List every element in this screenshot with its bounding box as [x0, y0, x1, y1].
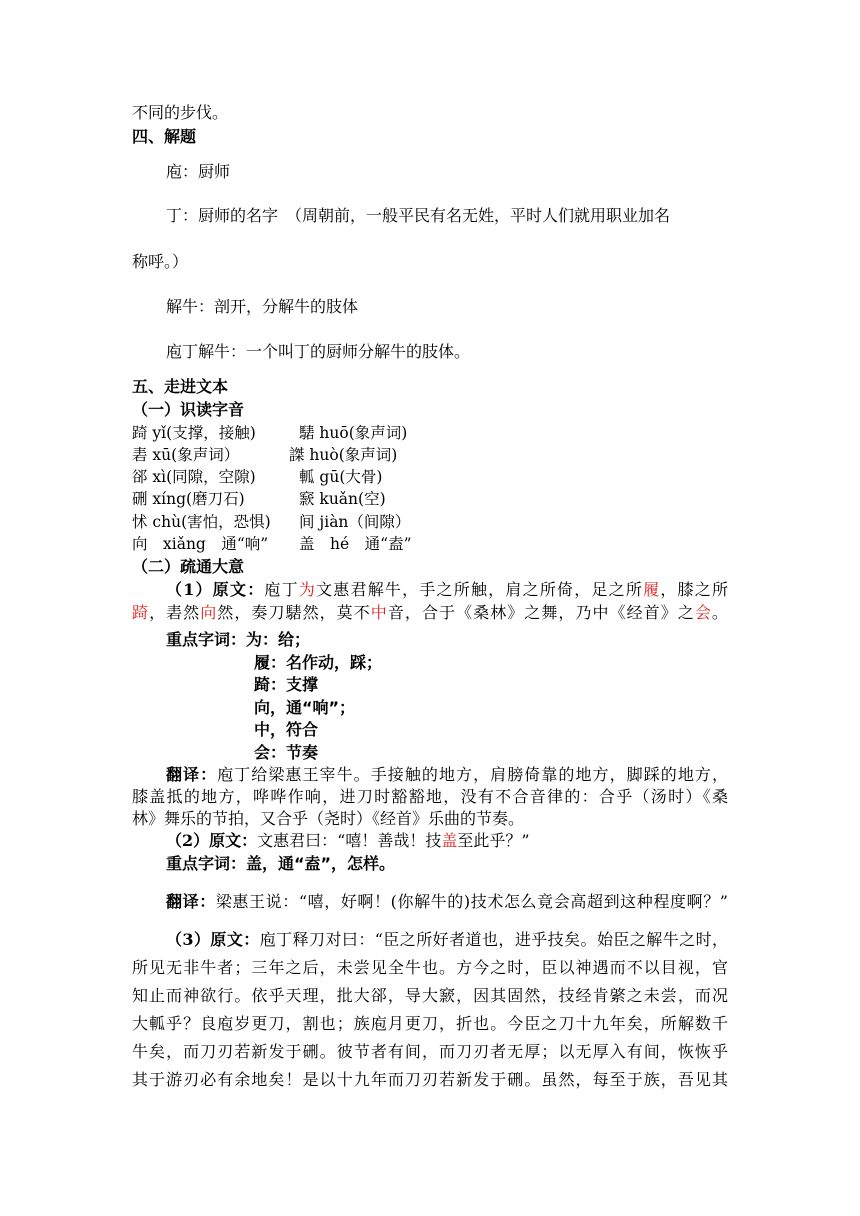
section5-heading: 五、走进文本: [132, 377, 229, 396]
p1-text: 音，合于《桑林》之舞，乃中《经首》之: [387, 603, 695, 622]
p1-text: ，膝之所: [660, 580, 728, 599]
pron-left-3: 硎 xíng(磨刀石): [132, 490, 245, 508]
p3-line3: [132, 985, 728, 1007]
subheading-meaning: （二）疏通大意: [132, 557, 245, 576]
p1-highlight-xiang: 向: [200, 603, 218, 622]
pron-right-0: 騞 huō(象声词): [299, 424, 408, 442]
trans1-line1: [166, 764, 728, 786]
p3-line1: [166, 929, 728, 951]
pron-right-2: 軱 gū(大骨): [299, 468, 383, 486]
p1-highlight-yi: 踦: [132, 603, 150, 622]
def-pao: 庖：厨师: [166, 162, 231, 181]
def-jieniu: 解牛：剖开，分解牛的肢体: [166, 297, 359, 316]
p1-text: 庖丁: [264, 580, 299, 599]
trans1-line2: [132, 786, 728, 808]
p2-text: 文惠君曰：“嘻！善哉！技: [257, 831, 442, 850]
def-ding-line2: 称呼。）: [132, 252, 189, 271]
trans2-line: [166, 891, 728, 913]
pron-right-4: 间 jiàn（间隙）: [299, 513, 411, 531]
keywords1-item-0: 为：给；: [246, 630, 311, 649]
def-paodingjieniu: 庖丁解牛：一个叫丁的厨师分解牛的肢体。: [166, 342, 471, 361]
keywords1-label: 重点字词：: [166, 630, 247, 649]
section4-heading: 四、解题: [132, 127, 197, 146]
keywords1-item-5: 会：节奏: [254, 743, 319, 762]
p3-text: 其于游刃必有余地矣！是以十九年而刀刃若新发于硎。虽然，每至于族，吾见其: [132, 1070, 728, 1089]
p3-label: （3）原文：: [166, 930, 260, 949]
keywords2: 重点字词：盖，通“盍”，怎样。: [166, 854, 396, 873]
p1-highlight-zhong: 中: [370, 603, 388, 622]
p1-line1: [166, 579, 728, 601]
p1-label: （1）原文：: [166, 580, 265, 599]
pron-right-1: 謋 huò(象声词): [289, 446, 398, 464]
p1-highlight-lv: 履: [643, 580, 661, 599]
p3-text: 所见无非牛者；三年之后，未尝见全牛也。方今之时，臣以神遇而不以目视，官: [132, 958, 728, 977]
p3-text: 知止而神欲行。依乎天理，批大郤，导大窾，因其固然，技经肯綮之未尝，而况: [132, 986, 728, 1005]
p2-highlight-gai: 盖: [441, 831, 458, 850]
keywords1-item-3: 向，通“响”；: [254, 698, 356, 717]
pron-left-5: 向 xiǎng 通“响”: [132, 535, 269, 553]
p1-highlight-hui: 会: [694, 603, 712, 622]
p1-text: 。: [711, 603, 728, 622]
trans1-line3: 林》舞乐的节拍，又合乎（尧时）《经首》乐曲的节奏。: [132, 809, 525, 828]
p3-text: 大軱乎？良庖岁更刀，割也；族庖月更刀，折也。今臣之刀十九年矣，所解数千: [132, 1014, 728, 1033]
p3-line4: [132, 1013, 728, 1035]
pron-left-2: 郤 xì(同隙，空隙): [132, 468, 256, 486]
p1-highlight-wei: 为: [298, 580, 317, 599]
pron-right-5: 盖 hé 通“盍”: [299, 535, 412, 553]
keywords1-item-2: 踦：支撑: [254, 675, 319, 694]
trans1-text: 膝盖抵的地方，哗哗作响，进刀时豁豁地，没有不合音律的：合乎（汤时）《桑: [132, 787, 728, 806]
trans1-text: 庖丁给梁惠王宰牛。手接触的地方，肩膀倚靠的地方，脚踩的地方，: [217, 765, 728, 784]
p3-text: 牛矣，而刀刃若新发于硎。彼节者有间，而刀刃者无厚；以无厚入有间，恢恢乎: [132, 1042, 728, 1061]
pron-left-1: 砉 xū(象声词）: [132, 446, 240, 464]
pron-right-3: 窾 kuǎn(空): [299, 490, 386, 508]
keywords1-item-1: 履：名作动，踩；: [254, 653, 383, 672]
p1-text: 然，奏刀騞然，莫不: [217, 603, 371, 622]
p2-line: [166, 830, 530, 852]
p3-line2: [132, 957, 728, 979]
p1-text: 文惠君解牛，手之所触，肩之所倚，足之所: [316, 580, 644, 599]
p3-text: 庖丁释刀对曰：“臣之所好者道也，进乎技矣。始臣之解牛之时，: [259, 930, 728, 949]
p3-line6: [132, 1069, 728, 1091]
def-ding-line1: 丁：厨师的名字 （周朝前，一般平民有名无姓，平时人们就用职业加名: [166, 206, 671, 225]
pron-left-0: 踦 yǐ(支撑，接触): [132, 424, 256, 442]
intro-tail-text: 不同的步伐。: [132, 103, 229, 122]
trans1-label: 翻译：: [166, 765, 218, 784]
subheading-pronunciation: （一）识读字音: [132, 400, 245, 419]
p2-text: 至此乎？”: [457, 831, 530, 850]
trans2-text: 梁惠王说：“嘻，好啊！(你解牛的)技术怎么竟会高超到这种程度啊？”: [215, 892, 728, 911]
trans2-label: 翻译：: [166, 892, 216, 911]
keywords1-item-4: 中，符合: [254, 720, 319, 739]
pron-left-4: 怵 chù(害怕，恐惧): [132, 513, 271, 531]
p1-text: ，砉然: [149, 603, 201, 622]
p2-label: （2）原文：: [166, 831, 258, 850]
p1-line2: [132, 602, 728, 624]
p3-line5: [132, 1041, 728, 1063]
